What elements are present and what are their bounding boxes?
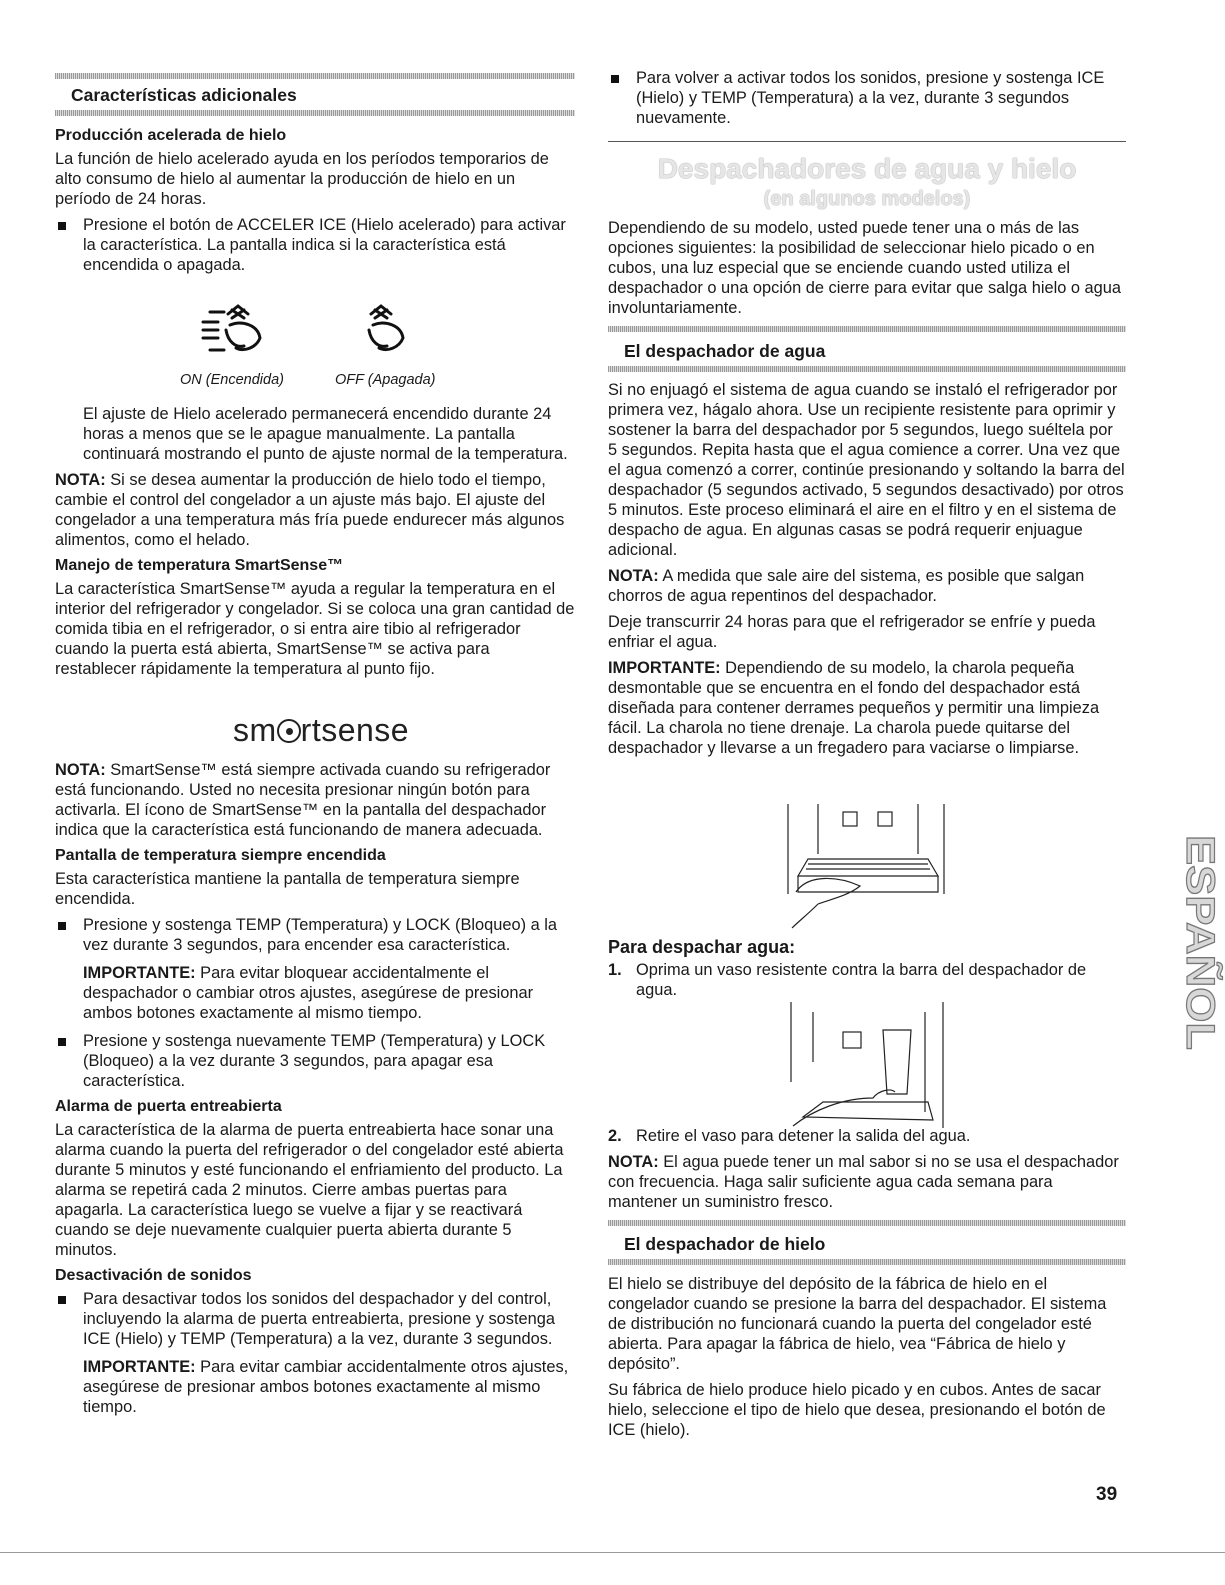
dispensers-intro: Dependiendo de su modelo, usted puede tener una o más de las opciones siguientes: la posibilidad de seleccionar hielo picado o en cubos, una luz especial que se enciende cuando usted utiliza el despachador o una opción de cierre para evitar que salga hielo o agua involuntariamente.: [608, 219, 1122, 317]
accel-heading: Producción acelerada de hielo: [55, 127, 287, 144]
smartsense-logo: sm rtsense: [233, 712, 410, 748]
accel-after-block: [55, 404, 575, 685]
smartsense-heading: Manejo de temperatura SmartSense™: [55, 557, 344, 574]
top-bullet-block: [608, 68, 1126, 134]
dispense-block: [608, 936, 1126, 1006]
ice-p2: Su fábrica de hielo produce hielo picado y en cubos. Antes de sacar hielo, seleccione el tipo de hielo que desea, presionando el botón de ICE (hielo).: [608, 1381, 1106, 1439]
always-on-bullet1: Presione y sostenga TEMP (Temperatura) y LOCK (Bloqueo) a la vez durante 3 segundos, para encender esa característica.: [55, 915, 575, 955]
water-note: NOTA: A medida que sale aire del sistema, es posible que salgan chorros de agua repentinos del despachador.: [608, 567, 1085, 605]
ice-bottom-rule: [608, 1259, 1126, 1265]
section-top-rule: [55, 73, 575, 79]
dispense-water-heading: Para despachar agua:: [608, 937, 796, 957]
section-title: Características adicionales: [71, 85, 297, 105]
reactivate-sounds-bullet: Para volver a activar todos los sonidos, presione y sostenga ICE (Hielo) y TEMP (Temperatura) a la vez, durante 3 segundos nuevamente.: [608, 68, 1126, 128]
water-dispenser-title: El despachador de agua: [624, 341, 826, 361]
language-tab: [1147, 835, 1222, 1055]
sounds-important: IMPORTANTE: Para evitar cambiar accidentalmente otros ajustes, asegúrese de presionar ambos botones exactamente al mismo tiempo.: [83, 1358, 569, 1416]
accel-ice-on-icon: [200, 300, 270, 360]
accel-block: [55, 126, 575, 281]
ice-block: [608, 1274, 1126, 1446]
smartsense-note: NOTA: SmartSense™ está siempre activada cuando su refrigerador está funcionando. Usted no necesita presionar ningún botón para activarla. El ícono de SmartSense™ en la pantalla del despachador indica que la característica está funcionando de manera adecuada.: [55, 761, 551, 839]
door-alarm-body: La característica de la alarma de puerta entreabierta hace sonar una alarma cuando la puerta del refrigerador o del congelador esté abierta durante 5 minutos y esté funcionando el enfriamiento del producto. La alarma se repetirá cada 2 minutos. Cierre ambas puertas para apagarla. La característica luego se vuelve a fijar y se reactivará cuando se deje nuevamente cualquier puerta abierta durante 5 minutos.: [55, 1121, 564, 1259]
always-on-important: IMPORTANTE: Para evitar bloquear accidentalmente el despachador o cambiar otros ajustes, asegúrese de presionar ambos botones exactamente al mismo tiempo.: [83, 964, 534, 1022]
on-label: ON (Encendida): [180, 372, 284, 388]
glass-dispensing-illustration: [783, 1002, 953, 1128]
sounds-bullet: Para desactivar todos los sonidos del despachador y del control, incluyendo la alarma de puerta entreabierta, presione y sostenga ICE (Hielo) y TEMP (Temperatura) a la vez, durante 3 segundos.: [55, 1289, 575, 1349]
sounds-heading: Desactivación de sonidos: [55, 1267, 252, 1284]
accel-after: El ajuste de Hielo acelerado permanecerá encendido durante 24 horas a menos que se le apague manualmente. La pantalla continuará mostrando el punto de ajuste normal de la temperatura.: [83, 405, 568, 463]
off-label: OFF (Apagada): [335, 372, 436, 388]
dispensers-title: Despachadores de agua y hielo: [657, 153, 1077, 184]
accel-intro: La función de hielo acelerado ayuda en los períodos temporarios de alto consumo de hielo al aumentar la producción de hielo en un período de 24 horas.: [55, 150, 549, 208]
accel-note: NOTA: Si se desea aumentar la producción de hielo todo el tiempo, cambie el control del congelador a un ajuste más bajo. El ajuste del congelador a una temperatura más fría puede endurecer más algunos alimentos, como el helado.: [55, 471, 565, 549]
always-on-bullet2: Presione y sostenga nuevamente TEMP (Temperatura) y LOCK (Bloqueo) a la vez durante 3 segundos, para apagar esa característica.: [55, 1031, 575, 1091]
step-2: 2. Retire el vaso para detener la salida del agua.: [608, 1127, 971, 1145]
after-glass-block: [608, 1126, 1126, 1218]
ice-top-rule: [608, 1220, 1126, 1226]
language-tab-text: ESPAÑOL: [1178, 835, 1222, 1026]
always-on-heading: Pantalla de temperatura siempre encendida: [55, 847, 386, 864]
drip-tray-illustration: [778, 804, 958, 930]
water-p1: Si no enjuagó el sistema de agua cuando se instaló el refrigerador por primera vez, hágalo ahora. Use un recipiente resistente para oprimir y sostener la barra del despachador por 5 segundos, luego suéltela por 5 segundos. Repita hasta que el agua comience a correr. Una vez que el agua comenzó a correr, continúe presionando y soltando la barra del despachador (5 segundos activado, 5 segundos desactivado) por otros 5 minutos. Este proceso eliminará el aire en el filtro y en el sistema de despacho de agua. En algunas casas se podrá requerir enjuague adicional.: [608, 381, 1125, 559]
water-note2: NOTA: El agua puede tener un mal sabor si no se usa el despachador con frecuencia. Haga salir suficiente agua cada semana para mantener un suministro fresco.: [608, 1153, 1119, 1211]
divider-line: [608, 141, 1126, 142]
water-block: [608, 380, 1126, 764]
door-alarm-heading: Alarma de puerta entreabierta: [55, 1098, 282, 1115]
accel-ice-off-icon: [355, 300, 415, 360]
accel-bullet: Presione el botón de ACCELER ICE (Hielo acelerado) para activar la característica. La pantalla indica si la característica está encendida o apagada.: [55, 215, 575, 275]
lower-left-block: [55, 760, 575, 1423]
smartsense-body: La característica SmartSense™ ayuda a regular la temperatura en el interior del refrigerador y congelador. Si se coloca una gran cantidad de comida tibia en el refrigerador, o si entra aire tibio al refrigerador cuando la puerta está abierta, SmartSense™ se activa para restablecer rápidamente la temperatura al punto fijo.: [55, 580, 575, 678]
dispensers-subtitle: (en algunos modelos): [763, 188, 971, 210]
water-important: IMPORTANTE: Dependiendo de su modelo, la charola pequeña desmontable que se encuentra en el fondo del despachador está diseñada para contener derrames pequeños y permitir una limpieza fácil. La charola no tiene drenaje. La charola puede quitarse del despachador y llevarse a un fregadero para vaciarse o limpiarse.: [608, 659, 1100, 757]
ice-dispenser-title: El despachador de hielo: [624, 1234, 826, 1254]
page-number: 39: [1096, 1484, 1118, 1505]
water-top-rule: [608, 326, 1126, 332]
bottom-rule: [0, 1552, 1225, 1553]
dispensers-intro-block: [608, 218, 1126, 324]
water-bottom-rule: [608, 366, 1126, 372]
section-bottom-rule: [55, 110, 575, 116]
step-1: 1. Oprima un vaso resistente contra la barra del despachador de agua.: [608, 961, 1087, 999]
water-p2: Deje transcurrir 24 horas para que el refrigerador se enfríe y pueda enfriar el agua.: [608, 613, 1096, 651]
always-on-body: Esta característica mantiene la pantalla de temperatura siempre encendida.: [55, 870, 520, 908]
ice-p1: El hielo se distribuye del depósito de la fábrica de hielo en el congelador cuando se presione la barra del despachador. El sistema de distribución no funcionará cuando la puerta del congelador esté abierta. Para apagar la fábrica de hielo, vea “Fábrica de hielo y depósito”.: [608, 1275, 1107, 1373]
